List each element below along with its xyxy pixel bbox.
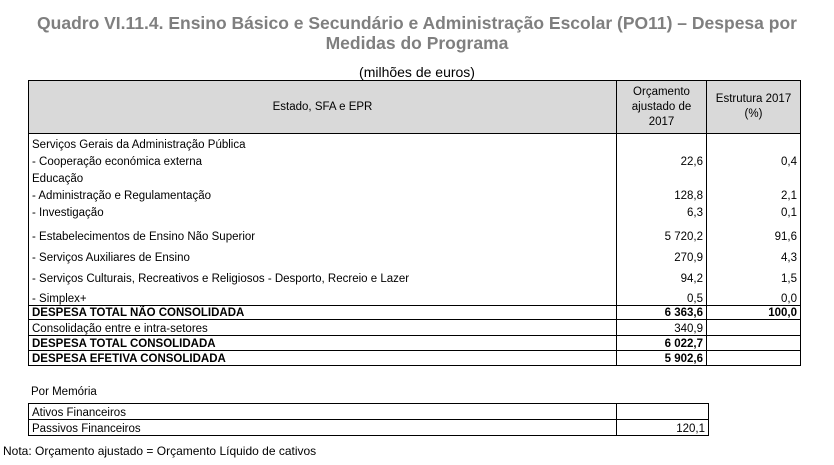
row-label: - Cooperação económica externa: [29, 151, 617, 168]
memo-label: Passivos Financeiros: [29, 420, 617, 436]
total-structure: [707, 351, 801, 366]
table-row: [29, 219, 801, 243]
row-structure: 0,0: [707, 285, 801, 306]
row-label: - Investigação: [29, 202, 617, 219]
memo-title: Por Memória: [31, 386, 97, 398]
row-budget: 6,3: [617, 202, 707, 219]
row-label: Educação: [29, 168, 617, 185]
memo-row: [29, 404, 709, 420]
total-label: DESPESA EFETIVA CONSOLIDADA: [29, 351, 617, 366]
memo-table: [28, 403, 709, 436]
total-label: DESPESA TOTAL CONSOLIDADA: [29, 336, 617, 351]
row-structure: 91,6: [707, 219, 801, 243]
row-budget: 94,2: [617, 264, 707, 285]
expense-table: [28, 80, 801, 366]
table-row: [29, 285, 801, 306]
table-row: [29, 134, 801, 151]
header-budget-line: 2017: [648, 115, 675, 128]
memo-value: 120,1: [617, 420, 709, 436]
total-structure: [707, 336, 801, 351]
row-label: - Serviços Auxiliares de Ensino: [29, 243, 617, 264]
row-budget: 5 720,2: [617, 219, 707, 243]
table-title: [0, 13, 834, 53]
footnote: Nota: Orçamento ajustado = Orçamento Líquido de cativos: [3, 444, 317, 458]
header-structure-line: Estrutura 2017: [715, 93, 792, 105]
memo-value: [617, 404, 709, 420]
total-row: [29, 320, 801, 336]
total-row: [29, 336, 801, 351]
total-row: [29, 306, 801, 320]
row-structure: [707, 134, 801, 151]
header-structure-line: (%): [744, 108, 763, 120]
row-structure: 0,4: [707, 151, 801, 168]
memo-label: Ativos Financeiros: [29, 404, 617, 420]
row-budget: 22,6: [617, 151, 707, 168]
header-structure: [707, 81, 801, 134]
row-structure: 0,1: [707, 202, 801, 219]
total-budget: 5 902,6: [617, 351, 707, 366]
total-label: DESPESA TOTAL NÃO CONSOLIDADA: [29, 306, 617, 320]
row-structure: 4,3: [707, 243, 801, 264]
memo-row: [29, 420, 709, 436]
table-title-line-2: Medidas do Programa: [325, 33, 509, 53]
row-label: - Estabelecimentos de Ensino Não Superior: [29, 219, 617, 243]
unit-label: (milhões de euros): [359, 64, 475, 80]
row-budget: 128,8: [617, 185, 707, 202]
header-entity: Estado, SFA e EPR: [29, 81, 617, 134]
table-row: [29, 202, 801, 219]
total-label: Consolidação entre e intra-setores: [29, 320, 617, 336]
row-budget: 0,5: [617, 285, 707, 306]
row-label: - Administração e Regulamentação: [29, 185, 617, 202]
header-budget: [617, 81, 707, 134]
total-budget: 6 363,6: [617, 306, 707, 320]
total-row: [29, 351, 801, 366]
row-structure: 2,1: [707, 185, 801, 202]
row-label: - Simplex+: [29, 285, 617, 306]
table-row: [29, 168, 801, 185]
table-title-line-1: Quadro VI.11.4. Ensino Básico e Secundário e Administração Escolar (PO11) – Despesa por: [37, 13, 797, 33]
row-structure: 1,5: [707, 264, 801, 285]
row-label: - Serviços Culturais, Recreativos e Religiosos - Desporto, Recreio e Lazer: [29, 264, 617, 285]
header-budget-line: Orçamento: [633, 85, 690, 98]
row-budget: [617, 134, 707, 151]
total-structure: 100,0: [707, 306, 801, 320]
total-budget: 340,9: [617, 320, 707, 336]
header-budget-line: ajustado de: [631, 100, 692, 113]
row-budget: 270,9: [617, 243, 707, 264]
row-structure: [707, 168, 801, 185]
table-row: [29, 243, 801, 264]
table-row: [29, 264, 801, 285]
row-budget: [617, 168, 707, 185]
total-budget: 6 022,7: [617, 336, 707, 351]
table-row: [29, 151, 801, 168]
table-row: [29, 185, 801, 202]
row-label: Serviços Gerais da Administração Pública: [29, 134, 617, 151]
total-structure: [707, 320, 801, 336]
